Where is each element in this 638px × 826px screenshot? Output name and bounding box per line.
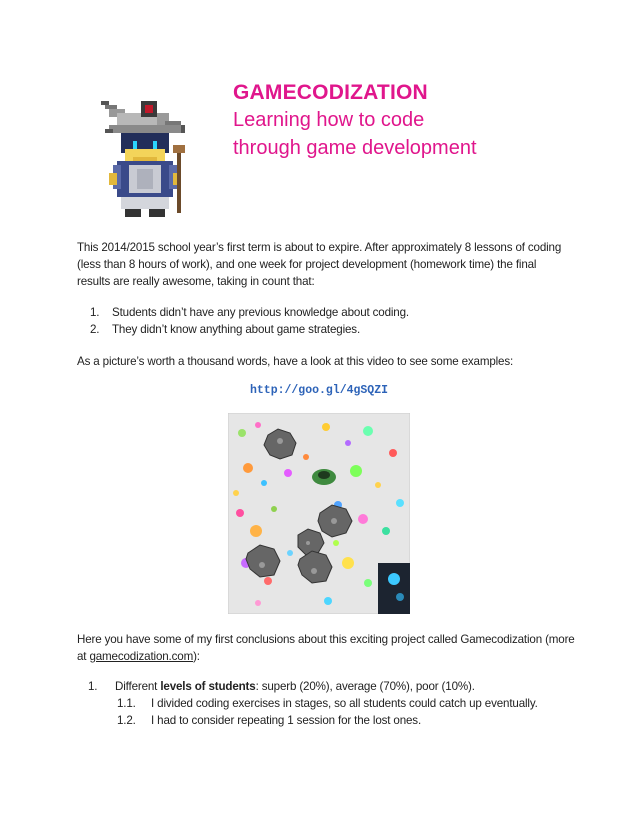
intro-paragraph: This 2014/2015 school year’s first term is about to expire. After approximately 8 lessons of coding (less than 8 hours of work), and one week for project development (homework time) the final results are really awesome, taking in count that: <box>77 241 562 288</box>
pixel-wizard-icon <box>97 97 193 221</box>
doc-subtitle-line2: through game development <box>233 137 477 159</box>
list-text: Students didn’t have any previous knowledge about coding. <box>112 306 409 319</box>
list-item <box>90 304 409 321</box>
list-item <box>90 321 409 338</box>
doc-subtitle-line1: Learning how to code <box>233 109 425 131</box>
list-number: 1. <box>88 680 98 693</box>
list-text: They didn’t know anything about game strategies. <box>112 323 361 336</box>
doc-title: GAMECODIZATION <box>233 81 428 104</box>
point-text-before: Different <box>115 680 161 693</box>
gamecodization-link[interactable]: gamecodization.com <box>89 650 194 663</box>
sub-list-number: 1.1. <box>117 697 136 710</box>
video-link <box>0 384 638 397</box>
sub-list-text: I had to consider repeating 1 session for the lost ones. <box>151 714 422 727</box>
video-url-link[interactable]: http://goo.gl/4gSQZI <box>249 384 389 397</box>
sub-list-number: 1.2. <box>117 714 136 727</box>
list-number: 2. <box>90 323 100 336</box>
conclusions-text-end: ): <box>193 650 200 663</box>
facts-list <box>90 304 409 338</box>
points-list <box>88 678 538 729</box>
point-bold-text: levels of students <box>160 680 256 693</box>
sub-list-item <box>117 712 538 729</box>
conclusions-text: Here you have some of my first conclusions about this exciting project called Gamecodization (more at <box>77 633 575 663</box>
game-screenshot-icon <box>228 413 410 614</box>
list-item <box>88 678 538 695</box>
point-text-after: : superb (20%), average (70%), poor (10%). <box>255 680 475 693</box>
sub-list-text: I divided coding exercises in stages, so all students could catch up eventually. <box>151 697 538 710</box>
video-paragraph: As a picture’s worth a thousand words, have a look at this video to see some examples: <box>77 355 514 368</box>
list-text <box>115 678 475 695</box>
list-number: 1. <box>90 306 100 319</box>
conclusions-paragraph <box>77 631 577 665</box>
sub-list-item <box>117 695 538 712</box>
title-block <box>233 80 573 162</box>
